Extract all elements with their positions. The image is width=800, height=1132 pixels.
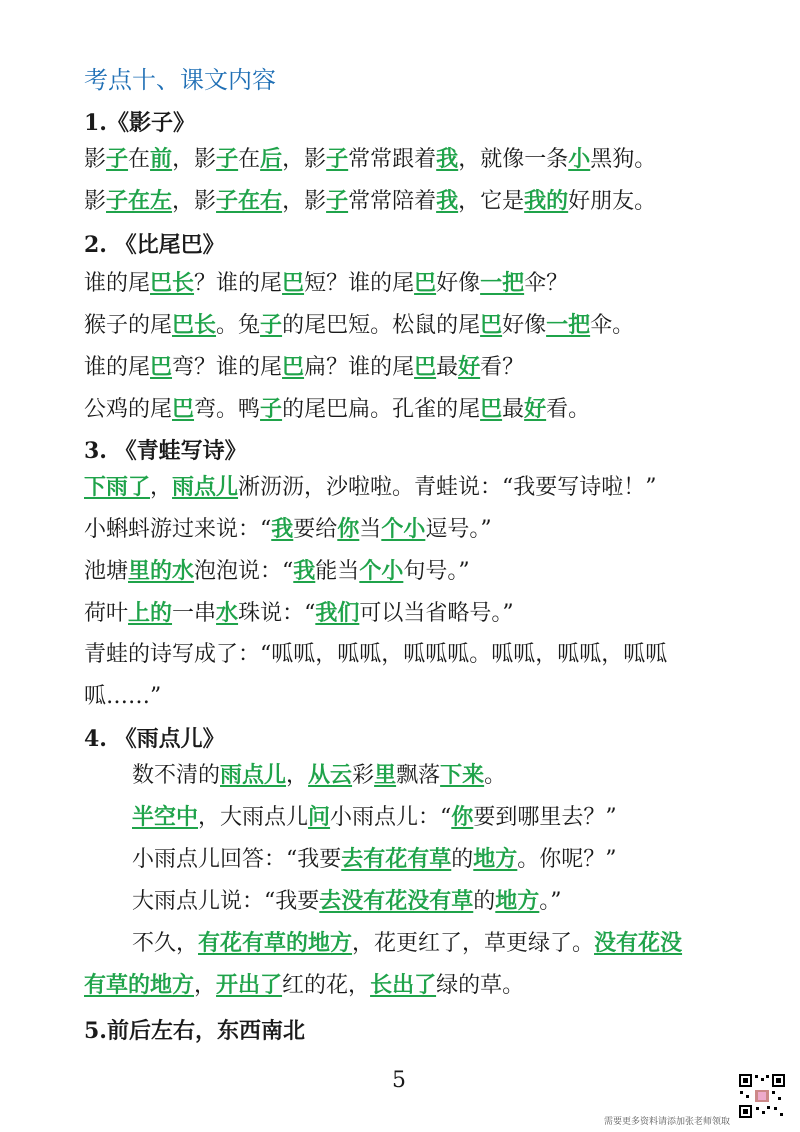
text-line [84, 970, 524, 1001]
highlighted-text: 巴 [282, 270, 305, 296]
text-span: 黑狗。 [590, 147, 657, 172]
footer-note: 需要更多资料请添加张老师领取 [604, 1117, 731, 1127]
highlighted-text: 去没有花没有草 [319, 888, 474, 914]
text-span: 好像 [502, 313, 547, 338]
text-span: 伞。 [590, 313, 635, 338]
text-span: 不久， [132, 931, 199, 956]
text-span: 谁的尾 [84, 355, 151, 380]
highlighted-text: 子在右 [216, 188, 283, 214]
text-span: 淅沥沥，沙啦啦。青蛙说：“我要写诗啦！” [238, 475, 657, 500]
text-span: 弯。鸭 [194, 397, 261, 422]
highlighted-text: 前 [150, 146, 173, 172]
text-span: 小雨点儿回答：“我要 [132, 847, 342, 872]
text-span: ， [286, 763, 309, 788]
text-span: 常常跟着 [348, 147, 437, 172]
text-span: 彩 [352, 763, 375, 788]
highlighted-text: 下雨了 [84, 474, 151, 500]
highlighted-text: 巴长 [172, 312, 217, 338]
highlighted-text: 巴 [414, 354, 437, 380]
text-span: 伞？ [524, 271, 569, 296]
text-span: 公鸡的尾 [84, 397, 173, 422]
text-span: 在 [128, 147, 151, 172]
highlighted-text: 个小 [359, 558, 404, 584]
text-line [84, 682, 161, 712]
highlighted-text: 没有花没 [594, 930, 683, 956]
highlighted-text: 巴 [480, 312, 503, 338]
text-span: 最 [502, 397, 525, 422]
text-line [84, 186, 656, 217]
text-span: 的 [451, 847, 474, 872]
highlighted-text: 个小 [381, 516, 426, 542]
text-line [132, 886, 562, 917]
highlighted-text: 巴 [172, 396, 195, 422]
highlighted-text: 小 [568, 146, 591, 172]
text-span: 逗号。” [425, 517, 492, 542]
text-span: 小蝌蚪游过来说：“ [84, 517, 272, 542]
page-title: 考点十、课文内容 [84, 66, 276, 94]
highlighted-text: 我的 [524, 188, 569, 214]
highlighted-text: 去有花有草 [341, 846, 452, 872]
highlighted-text: 我 [271, 516, 294, 542]
section-heading-yudianer: 4. 《雨点儿》 [84, 726, 225, 752]
highlighted-text: 子 [260, 396, 283, 422]
text-span: 红的花， [282, 973, 371, 998]
highlighted-text: 我 [436, 188, 459, 214]
text-span: 句号。” [403, 559, 470, 584]
text-span: 一串 [172, 601, 217, 626]
highlighted-text: 雨点儿 [172, 474, 239, 500]
highlighted-text: 半空中 [132, 804, 199, 830]
text-span: 影 [84, 189, 107, 214]
highlighted-text: 我 [293, 558, 316, 584]
text-span: 的尾巴短。松鼠的尾 [282, 313, 481, 338]
highlighted-text: 子 [326, 188, 349, 214]
text-span: 看。 [546, 397, 591, 422]
text-span: ，它是 [458, 189, 525, 214]
text-span: 数不清的 [132, 763, 221, 788]
text-span: 影 [84, 147, 107, 172]
text-span: ，就像一条 [458, 147, 569, 172]
text-span: 常常陪着 [348, 189, 437, 214]
text-span: ？谁的尾 [194, 271, 283, 296]
text-span: 扁？谁的尾 [304, 355, 415, 380]
highlighted-text: 子 [326, 146, 349, 172]
highlighted-text: 一把 [546, 312, 591, 338]
highlighted-text: 我 [436, 146, 459, 172]
section-heading-biweiba: 2. 《比尾巴》 [84, 232, 225, 258]
text-line [132, 928, 682, 959]
highlighted-text: 地方 [495, 888, 540, 914]
text-span: 。” [539, 889, 562, 914]
text-span: 珠说：“ [238, 601, 316, 626]
text-span: 荷叶 [84, 601, 129, 626]
text-line [84, 556, 470, 587]
qr-code-icon [738, 1073, 786, 1119]
text-line [84, 268, 568, 299]
highlighted-text: 好 [458, 354, 481, 380]
text-span: 。兔 [216, 313, 261, 338]
text-span: 青蛙的诗写成了：“呱呱，呱呱，呱呱呱。呱呱，呱呱，呱呱 [84, 642, 668, 667]
text-line [84, 352, 524, 383]
text-span: 小雨点儿：“ [330, 805, 452, 830]
text-span: 短？谁的尾 [304, 271, 415, 296]
text-line [132, 844, 617, 875]
highlighted-text: 有草的地方 [84, 972, 195, 998]
text-span: 最 [436, 355, 459, 380]
highlighted-text: 水 [216, 600, 239, 626]
highlighted-text: 巴长 [150, 270, 195, 296]
text-span: 要到哪里去？” [473, 805, 617, 830]
highlighted-text: 上的 [128, 600, 173, 626]
text-span: 泡泡说：“ [194, 559, 294, 584]
text-span: 可以当省略号。” [359, 601, 514, 626]
text-span: 弯？谁的尾 [172, 355, 283, 380]
highlighted-text: 巴 [150, 354, 173, 380]
text-span: 好朋友。 [568, 189, 657, 214]
highlighted-text: 子 [260, 312, 283, 338]
text-span: 看？ [480, 355, 525, 380]
highlighted-text: 一把 [480, 270, 525, 296]
highlighted-text: 长出了 [370, 972, 437, 998]
text-span: ，影 [282, 189, 327, 214]
text-span: 好像 [436, 271, 481, 296]
text-span: 的 [473, 889, 496, 914]
highlighted-text: 你 [337, 516, 360, 542]
text-span: 。 [484, 763, 507, 788]
text-span: 池塘 [84, 559, 129, 584]
text-span: 绿的草。 [436, 973, 525, 998]
text-span: 在 [238, 147, 261, 172]
text-span: 当 [359, 517, 382, 542]
text-span: 大雨点儿说：“我要 [132, 889, 320, 914]
text-span: ， [194, 973, 217, 998]
text-span: ，影 [172, 189, 217, 214]
text-span: 谁的尾 [84, 271, 151, 296]
text-span: 能当 [315, 559, 360, 584]
highlighted-text: 雨点儿 [220, 762, 287, 788]
highlighted-text: 里 [374, 762, 397, 788]
highlighted-text: 巴 [282, 354, 305, 380]
highlighted-text: 问 [308, 804, 331, 830]
highlighted-text: 有花有草的地方 [198, 930, 353, 956]
text-span: ，大雨点儿 [198, 805, 309, 830]
highlighted-text: 子 [216, 146, 239, 172]
section-heading-yingzi: 1.《影子》 [84, 110, 195, 136]
text-span: ， [150, 475, 173, 500]
text-line [132, 802, 617, 833]
text-span: 。你呢？” [517, 847, 617, 872]
highlighted-text: 好 [524, 396, 547, 422]
highlighted-text: 从云 [308, 762, 353, 788]
highlighted-text: 后 [260, 146, 283, 172]
text-span: 呱……” [84, 684, 162, 709]
highlighted-text: 里的水 [128, 558, 195, 584]
page-number: 5 [392, 1068, 406, 1093]
text-span: ，影 [172, 147, 217, 172]
text-line [84, 598, 514, 629]
text-line [84, 310, 634, 341]
text-line [132, 760, 506, 791]
text-line [84, 472, 657, 503]
text-line [84, 144, 656, 175]
text-span: 猴子的尾 [84, 313, 173, 338]
text-line [84, 394, 590, 425]
highlighted-text: 巴 [414, 270, 437, 296]
text-line [84, 514, 492, 545]
text-span: 要给 [293, 517, 338, 542]
highlighted-text: 子在左 [106, 188, 173, 214]
highlighted-text: 你 [451, 804, 474, 830]
text-span: 的尾巴扁。孔雀的尾 [282, 397, 481, 422]
text-span: 飘落 [396, 763, 441, 788]
highlighted-text: 我们 [315, 600, 360, 626]
text-span: ，花更红了，草更绿了。 [352, 931, 595, 956]
section-heading-qingwa: 3. 《青蛙写诗》 [84, 438, 247, 464]
highlighted-text: 巴 [480, 396, 503, 422]
text-span: ，影 [282, 147, 327, 172]
highlighted-text: 子 [106, 146, 129, 172]
highlighted-text: 地方 [473, 846, 518, 872]
highlighted-text: 下来 [440, 762, 485, 788]
highlighted-text: 开出了 [216, 972, 283, 998]
text-line [84, 640, 667, 670]
section-heading-qianhou: 5.前后左右，东西南北 [84, 1018, 305, 1044]
